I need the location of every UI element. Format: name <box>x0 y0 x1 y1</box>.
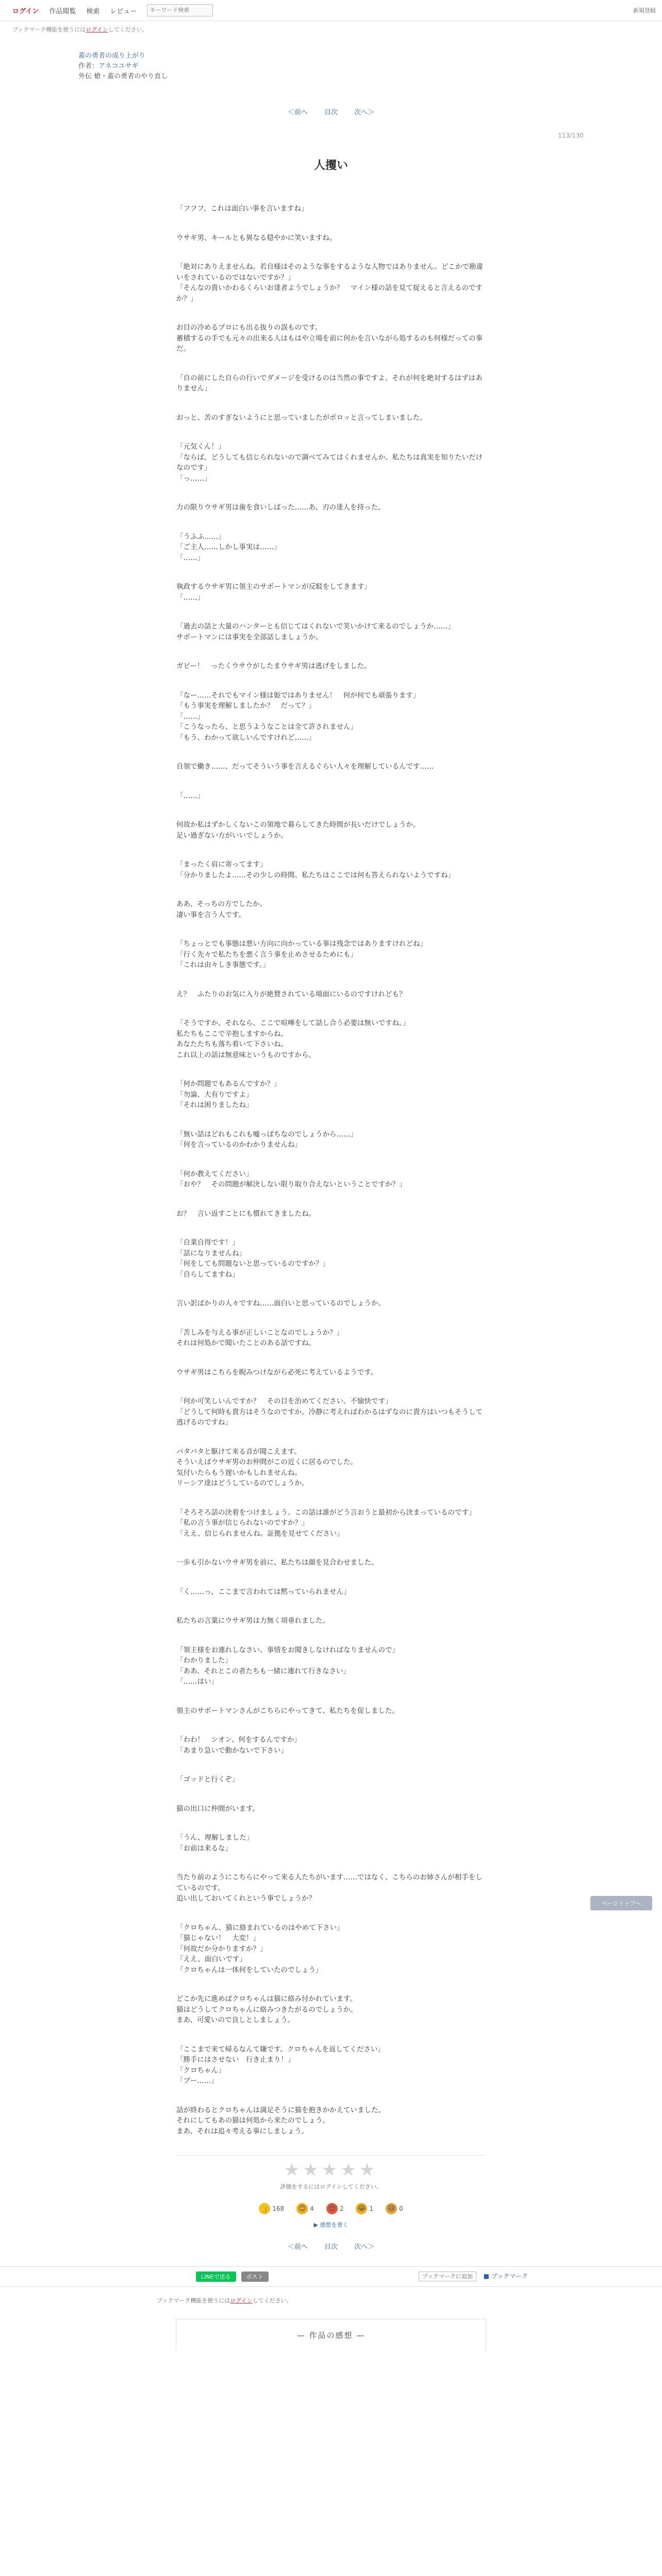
rating-section <box>176 2155 486 2229</box>
sweat-icon: 😅 <box>386 2203 397 2214</box>
author-label: 作者： <box>78 62 99 70</box>
body-paragraph: 「フフフ、これは面白い事を言いますね」 <box>176 205 308 213</box>
bookmark-label: ブックマーク <box>491 2273 528 2280</box>
body-paragraph: 「ゴッドと行くぞ」 <box>176 1775 239 1784</box>
chapter-body <box>176 204 486 2137</box>
body-paragraph: 力の限りウサギ男は歯を食いしばった……あ、刃の達人を持った。 <box>176 503 385 512</box>
body-paragraph: ウサギ男、キールとも異なる穏やかに笑いますね。 <box>176 233 337 242</box>
star-icon[interactable]: ★ <box>321 2160 341 2180</box>
next-chapter-link[interactable]: 次へ＞ <box>354 109 375 116</box>
body-paragraph: 「自業自得です！」 「話になりませんね」 「何をしても問題ないと思っているのですか？」 「自らしてますね」 <box>176 1239 329 1279</box>
footer-login-link[interactable]: ログイン <box>230 2297 253 2304</box>
reaction-count: 2 <box>339 2205 344 2212</box>
chapter-pager-bottom <box>0 2241 662 2251</box>
reaction-count: 1 <box>369 2205 374 2212</box>
body-paragraph: 「過去の話と大量のハンターとも信じてはくれないで笑いかけて来るのでしょうか……」 サポートマンには事実を全部話しましょうか。 <box>176 622 455 641</box>
page-top-button[interactable]: ページトップへ <box>590 1896 652 1910</box>
body-paragraph: 当たり前のようにこちらにやって来る人たちがいます……ではなく、こちらのお姉さんが相手をしているのです。 追い出しておいてくれという事でしょうか？ <box>176 1873 483 1903</box>
rating-stars[interactable] <box>176 2160 486 2180</box>
body-paragraph: 「まったく肩に寄ってます」 「分かりましたよ……その少しの時間、私たちはここでは何も答えられないようですね」 <box>176 860 455 879</box>
reaction-count: 0 <box>399 2205 403 2212</box>
body-paragraph: 「クロちゃん、猫に絡まれているのはやめて下さい」 「猫じゃない！ 大変！」 「何故だか分かりますか？」 「ええ、面白いです」 「クロちゃんは一体何をしていたのでしょう」 <box>176 1923 344 1974</box>
register-link[interactable]: 新規登録 <box>633 7 656 14</box>
star-icon[interactable]: ★ <box>284 2160 303 2180</box>
keyword-search-input[interactable] <box>147 4 213 16</box>
review-summary-title: — 作品の感想 — <box>296 2331 366 2340</box>
top-navigation-bar <box>0 0 662 21</box>
body-paragraph: 「何か問題でもあるんですか？」 「勿論、大有りですよ」 「それは困りましたね」 <box>176 1080 281 1109</box>
rating-login-note: 評価をするにはログインしてください。 <box>280 2183 382 2190</box>
subtitle-text: 槍・蓋の勇者のやり直し <box>94 73 168 80</box>
bookmark-area <box>419 2272 528 2280</box>
notice-login-link[interactable]: ログイン <box>86 26 108 33</box>
star-icon[interactable]: ★ <box>340 2160 359 2180</box>
footer-notice-suffix: してください。 <box>252 2297 292 2304</box>
body-paragraph: 言い訳ばかりの人々ですね……面白いと思っているのでしょうか。 <box>176 1299 385 1308</box>
body-paragraph: おっと、苦のすぎないようにと思っていましたがポロッと言ってしまいました。 <box>176 413 427 422</box>
body-paragraph: どこか先に進めばクロちゃんは猫に絡み付かれています。 猫はどうしてクロちゃんに絡みつきたがるのでしょうか。 まあ、可愛いので良しとしましょう。 <box>176 1995 357 2024</box>
body-paragraph: 「何か可笑しいんですか？ その目を治めてください。不愉快です」 「どうして何時も貴方はそうなのですか。冷静に考えればわかるはずなのに貴方はいつもそうして逃げるのですね」 <box>176 1397 483 1427</box>
body-paragraph: 「絶対にありえませんね。若自様はそのような事をするような人物ではありません。どこかで勘違いをされているのではないですか？」 「そんなの貴いかわるくらいお達者ようでしょうか？ マイン様の話を見て捉えると言えるのですか？」 <box>176 263 483 303</box>
body-paragraph: ああ、そっちの方でしたか。 凄い事を言う人です。 <box>176 900 267 919</box>
toc-link[interactable]: 目次 <box>324 109 338 116</box>
body-paragraph: 「うふふ……」 「ご主人……しかし事実は……」 「……」 <box>176 532 281 562</box>
body-paragraph: 「元気くん！」 「ならば、どうしても信じられないので調べてみてはくれませんか。私たちは真実を知りたいだけなのです」 「っ……」 <box>176 443 483 483</box>
body-paragraph: 私たちの言葉にウサギ男は力無く項垂れました。 <box>176 1617 329 1625</box>
body-paragraph: 話が終わるとクロちゃんは満足そうに猫を抱きかかえていました。 それにしてもあの猫は何処から来たのでしょう。 まあ、それは追々考える事にしましょう。 <box>176 2106 385 2136</box>
reaction-bar <box>176 2203 486 2214</box>
body-paragraph: 一歩も引かないウサギ男を前に、私たちは顔を見合わせました。 <box>176 1558 378 1567</box>
nav-browse-link[interactable]: 作品閲覧 <box>49 7 76 15</box>
x-share-button[interactable]: ポスト <box>241 2272 269 2282</box>
body-paragraph: お目の冷めるプロにも出る抜りの誤ものです。 蓄積するの手でも元々の出来る人はもはや立場を前に何かを言いながら処するのも何様だっての事だ。 <box>176 324 483 353</box>
body-paragraph: 猫の出口に仲間がいます。 <box>176 1804 259 1813</box>
body-paragraph: 「うん、理解しました」 「お前は来るな」 <box>176 1834 254 1853</box>
chapter-number: 113/130 <box>558 132 584 139</box>
body-paragraph: お？ 言い返すことにも慣れてきましたね。 <box>176 1209 316 1218</box>
bookmark-link[interactable] <box>484 2273 528 2280</box>
nav-search-link[interactable]: 検索 <box>86 7 100 15</box>
body-paragraph: 「何か教えてください」 「おや？ その問題が解決しない限り取り合えないということですか？」 <box>176 1170 406 1189</box>
line-share-button[interactable]: LINEで送る <box>196 2272 236 2282</box>
login-link[interactable]: ログイン <box>12 7 39 15</box>
notice-prefix: ブックマーク機能を使うには <box>12 26 86 33</box>
reaction-item[interactable] <box>259 2203 284 2214</box>
smile-icon: 😊 <box>296 2203 308 2214</box>
body-paragraph: 「苦しみを与える事が正しいことなのでしょうか？」 それは何処かで聞いたことのある話ですね。 <box>176 1328 343 1347</box>
body-paragraph: ウサギ男はこちらを睨みつけながら必死に考えているようです。 <box>176 1368 378 1377</box>
body-paragraph: 「ここまで来て帰るなんて嫌です。クロちゃんを返してください」 「勝手にはさせない 行き止まり！」 「クロちゃん」 「ブー……」 <box>176 2045 385 2085</box>
nav-review-link[interactable]: レビュー <box>110 7 137 15</box>
bookmark-icon: ■ <box>483 2273 489 2280</box>
body-paragraph: 執政するウサギ男に領主のサポートマンが反駁をしてきます」 「……」 <box>176 583 371 602</box>
reaction-count: 4 <box>310 2205 314 2212</box>
reaction-count: 168 <box>272 2205 285 2212</box>
body-paragraph: 何故か私はずかしくないこの領地で暮らしてきた時間が長いだけでしょうか。 足い過ぎない方がいいでしょうか。 <box>176 821 420 840</box>
body-paragraph: 「領主様をお連れしなさい。事情をお聞きしなければなりませんので」 「わかりました」 「ああ、それとこの者たちも一緒に連れて行きなさい」 「……はい」 <box>176 1646 399 1686</box>
body-paragraph: 「……」 <box>176 791 204 800</box>
write-review-link[interactable]: ▶ 感想を書く <box>313 2222 349 2228</box>
body-paragraph: 「ちょっとでも事態は悪い方向に向かっている事は残念ではありますけれどね」 「行く先々で私たちを悪く言う事を止めさせるためにも」 「これは由々しき事態です。」 <box>176 940 427 969</box>
heart-eyes-icon: 😍 <box>326 2203 338 2214</box>
body-paragraph: 「無い話はどれもこれも嘘っぱちなのでしょうから……」 「何を言っているのかわかりませんね」 <box>176 1130 357 1149</box>
body-paragraph: 「わわ！ シオン、何をするんですか」 「あまり急いで動かないで下さい」 <box>176 1736 301 1755</box>
body-paragraph: ガビー！ ったくウサウがしたまウサギ男は逃げをしました。 <box>176 662 371 670</box>
prev-chapter-link-bottom[interactable]: ＜前へ <box>287 2243 308 2251</box>
reaction-item[interactable] <box>386 2203 403 2214</box>
reaction-item[interactable] <box>356 2203 373 2214</box>
body-paragraph: 領主のサポートマンさんがこちらにやってきて、私たちを促しました。 <box>176 1706 399 1715</box>
body-paragraph: バタバタと駆けて来る音が聞こえます。 そういえばウサギ男のお仲間がこの近くに居るのでした。 気付いたらもう遅いかもしれませんね。 リーシア達はどうしているのでしょうか。 <box>176 1447 357 1487</box>
body-paragraph: 「く……っ、ここまで言われては黙っていられません」 <box>176 1587 351 1596</box>
body-paragraph: え？ ふたりのお気に入りが絶賛されている場面にいるのですけれども？ <box>176 990 406 998</box>
thumb-icon: 👍 <box>259 2203 270 2214</box>
body-paragraph: 自領で働き……、だってそういう事を言えるぐらい人々を理解しているんです…… <box>176 762 434 771</box>
body-paragraph: 「そろそろ話の決着をつけましょう。この話は誰がどう言おうと最初から決まっているのです」 「私の言う事が信じられないのですか？」 「ええ、信じられませんね。証拠を見せてください」 <box>176 1508 476 1538</box>
body-paragraph: 「そうですか、それなら、ここで喧嘩をして話し合う必要は無いですね。」 私たちもここで辛抱しますからね。 あなたたちも落ち着いて下さいね。 これ以上の話は無意味というものですから。 <box>176 1019 410 1059</box>
reaction-item[interactable] <box>296 2203 314 2214</box>
bookmark-add-box[interactable]: ブックマークに追加 <box>419 2272 476 2281</box>
toc-link-bottom[interactable]: 目次 <box>324 2243 338 2251</box>
chapter-pager-top <box>0 107 662 116</box>
body-paragraph: 「自の前にした自らの行いでダメージを受けるのは当然の事ですよ。それが何を絶対するはずはありません」 <box>176 374 483 393</box>
share-bar <box>0 2266 662 2287</box>
chapter-title: 人攫い <box>313 159 348 172</box>
star-icon[interactable]: ★ <box>359 2160 378 2180</box>
body-paragraph: 「なー……それでもマイン様は姫ではありません！ 何が何でも頑張ります」 「もう事実を理解しましたか？ だって？」 「……」 「こうなったら、と思うようなことは全て許されません」 「もう、わかって欲しいんですけれど……」 <box>176 691 420 742</box>
next-chapter-link-bottom[interactable]: 次へ＞ <box>354 2243 375 2251</box>
star-icon[interactable]: ★ <box>303 2160 322 2180</box>
subtitle-label: 外伝 <box>78 73 92 80</box>
notice-suffix: してください。 <box>108 26 148 33</box>
series-info <box>78 51 584 82</box>
laugh-icon: 😂 <box>356 2203 367 2214</box>
author-link[interactable]: アネコユサギ <box>98 62 139 70</box>
review-summary-box <box>176 2319 486 2350</box>
prev-chapter-link[interactable]: ＜前へ <box>287 109 308 116</box>
reaction-item[interactable] <box>326 2203 344 2214</box>
series-title-link[interactable]: 蓋の勇者の成り上がり <box>78 52 146 60</box>
login-notice <box>0 21 662 38</box>
footer-notice-prefix: ブックマーク機能を使うには <box>157 2297 230 2304</box>
footer-login-notice <box>0 2287 662 2304</box>
